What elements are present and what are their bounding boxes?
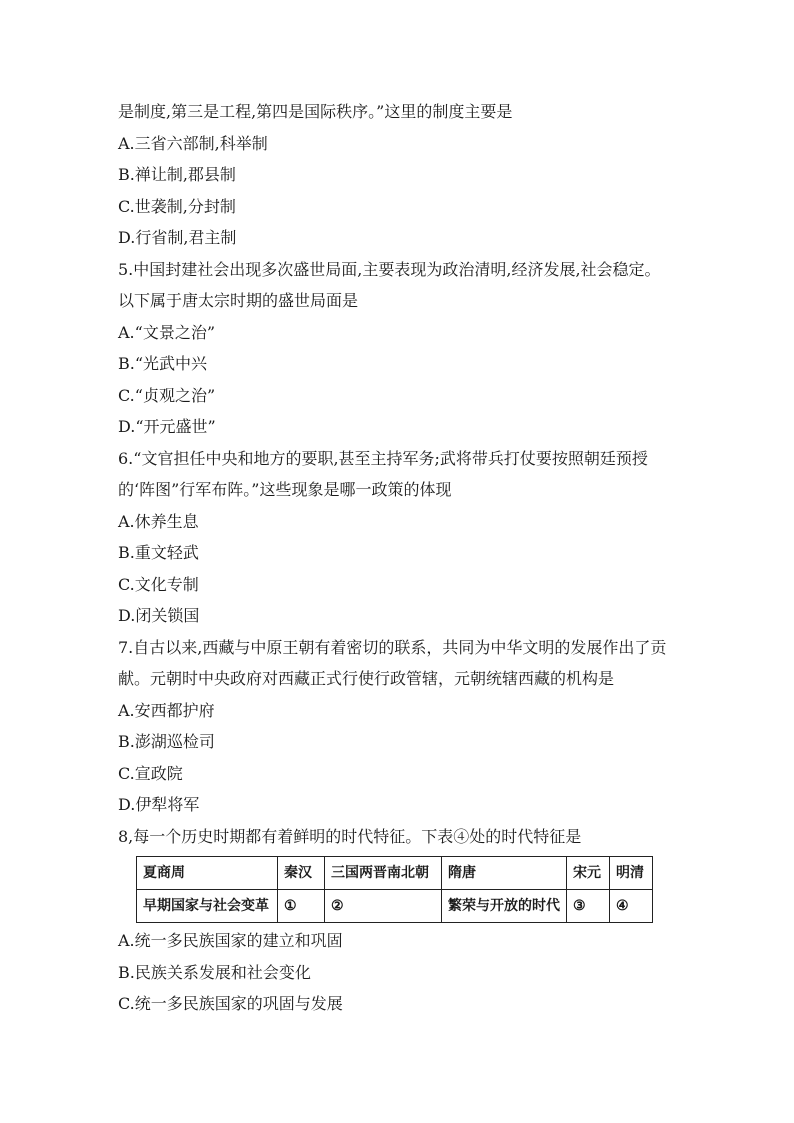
option-line: C.世袭制,分封制 [118,196,236,216]
option-line: C.文化专制 [118,574,199,594]
table-cell: 明清 [610,857,653,890]
option-line: A.休养生息 [118,511,199,531]
option-line: A.统一多民族国家的建立和巩固 [118,931,343,950]
table-header-row [137,857,653,890]
question-line: 以下属于唐太宗时期的盛世局面是 [118,291,359,310]
option-line: C.“贞观之治” [118,385,216,405]
table-cell: 隋唐 [442,857,567,890]
text-block-bottom [118,925,718,1020]
option-line: D.闭关锁国 [118,606,200,625]
question-line: 献。元朝时中央政府对西藏正式行使行政管辖，元朝统辖西藏的机构是 [118,669,615,688]
option-line: D.伊犁将军 [118,795,200,814]
question-line: 5.中国封建社会出现多次盛世局面,主要表现为政治清明,经济发展,社会稳定。 [118,259,661,279]
option-line: A.“文景之治” [118,322,216,342]
table-cell: 夏商周 [137,857,278,890]
option-line: B.民族关系发展和社会变化 [118,962,311,982]
text-block-top [118,96,718,852]
table-cell: ③ [567,890,610,923]
option-line: D.“开元盛世” [118,417,216,436]
question-line: 的‘阵图”行军布阵。”这些现象是哪一政策的体现 [118,480,452,499]
table-cell: ① [278,890,325,923]
option-line: A.三省六部制,科举制 [118,133,268,153]
era-table [136,856,653,923]
table-row [137,890,653,923]
option-line: B.澎湖巡检司 [118,732,215,751]
table-cell: 早期国家与社会变革 [137,890,278,923]
table-cell: 秦汉 [278,857,325,890]
text-line: 是制度,第三是工程,第四是国际秩序。”这里的制度主要是 [118,102,513,121]
table-cell: 宋元 [567,857,610,890]
option-line: B.“光武中兴 [118,354,208,373]
question-line: 7.自古以来,西藏与中原王朝有着密切的联系，共同为中华文明的发展作出了贡 [118,637,667,657]
option-line: A.安西都护府 [118,700,215,720]
table-cell: 繁荣与开放的时代 [442,890,567,923]
option-line: C.统一多民族国家的巩固与发展 [118,994,343,1013]
table-cell: 三国两晋南北朝 [325,857,442,890]
option-line: B.重文轻武 [118,543,199,562]
question-line: 6.“文官担任中央和地方的要职,甚至主持军务;武将带兵打仗要按照朝廷预授 [118,448,648,468]
option-line: D.行省制,君主制 [118,228,237,247]
option-line: B.禅让制,郡县制 [118,165,236,184]
document-page [118,96,718,1020]
table-cell: ④ [610,890,653,923]
option-line: C.宣政院 [118,763,183,783]
table-cell: ② [325,890,442,923]
question-line: 8,每一个历史时期都有着鲜明的时代特征。下表④处的时代特征是 [118,826,582,846]
